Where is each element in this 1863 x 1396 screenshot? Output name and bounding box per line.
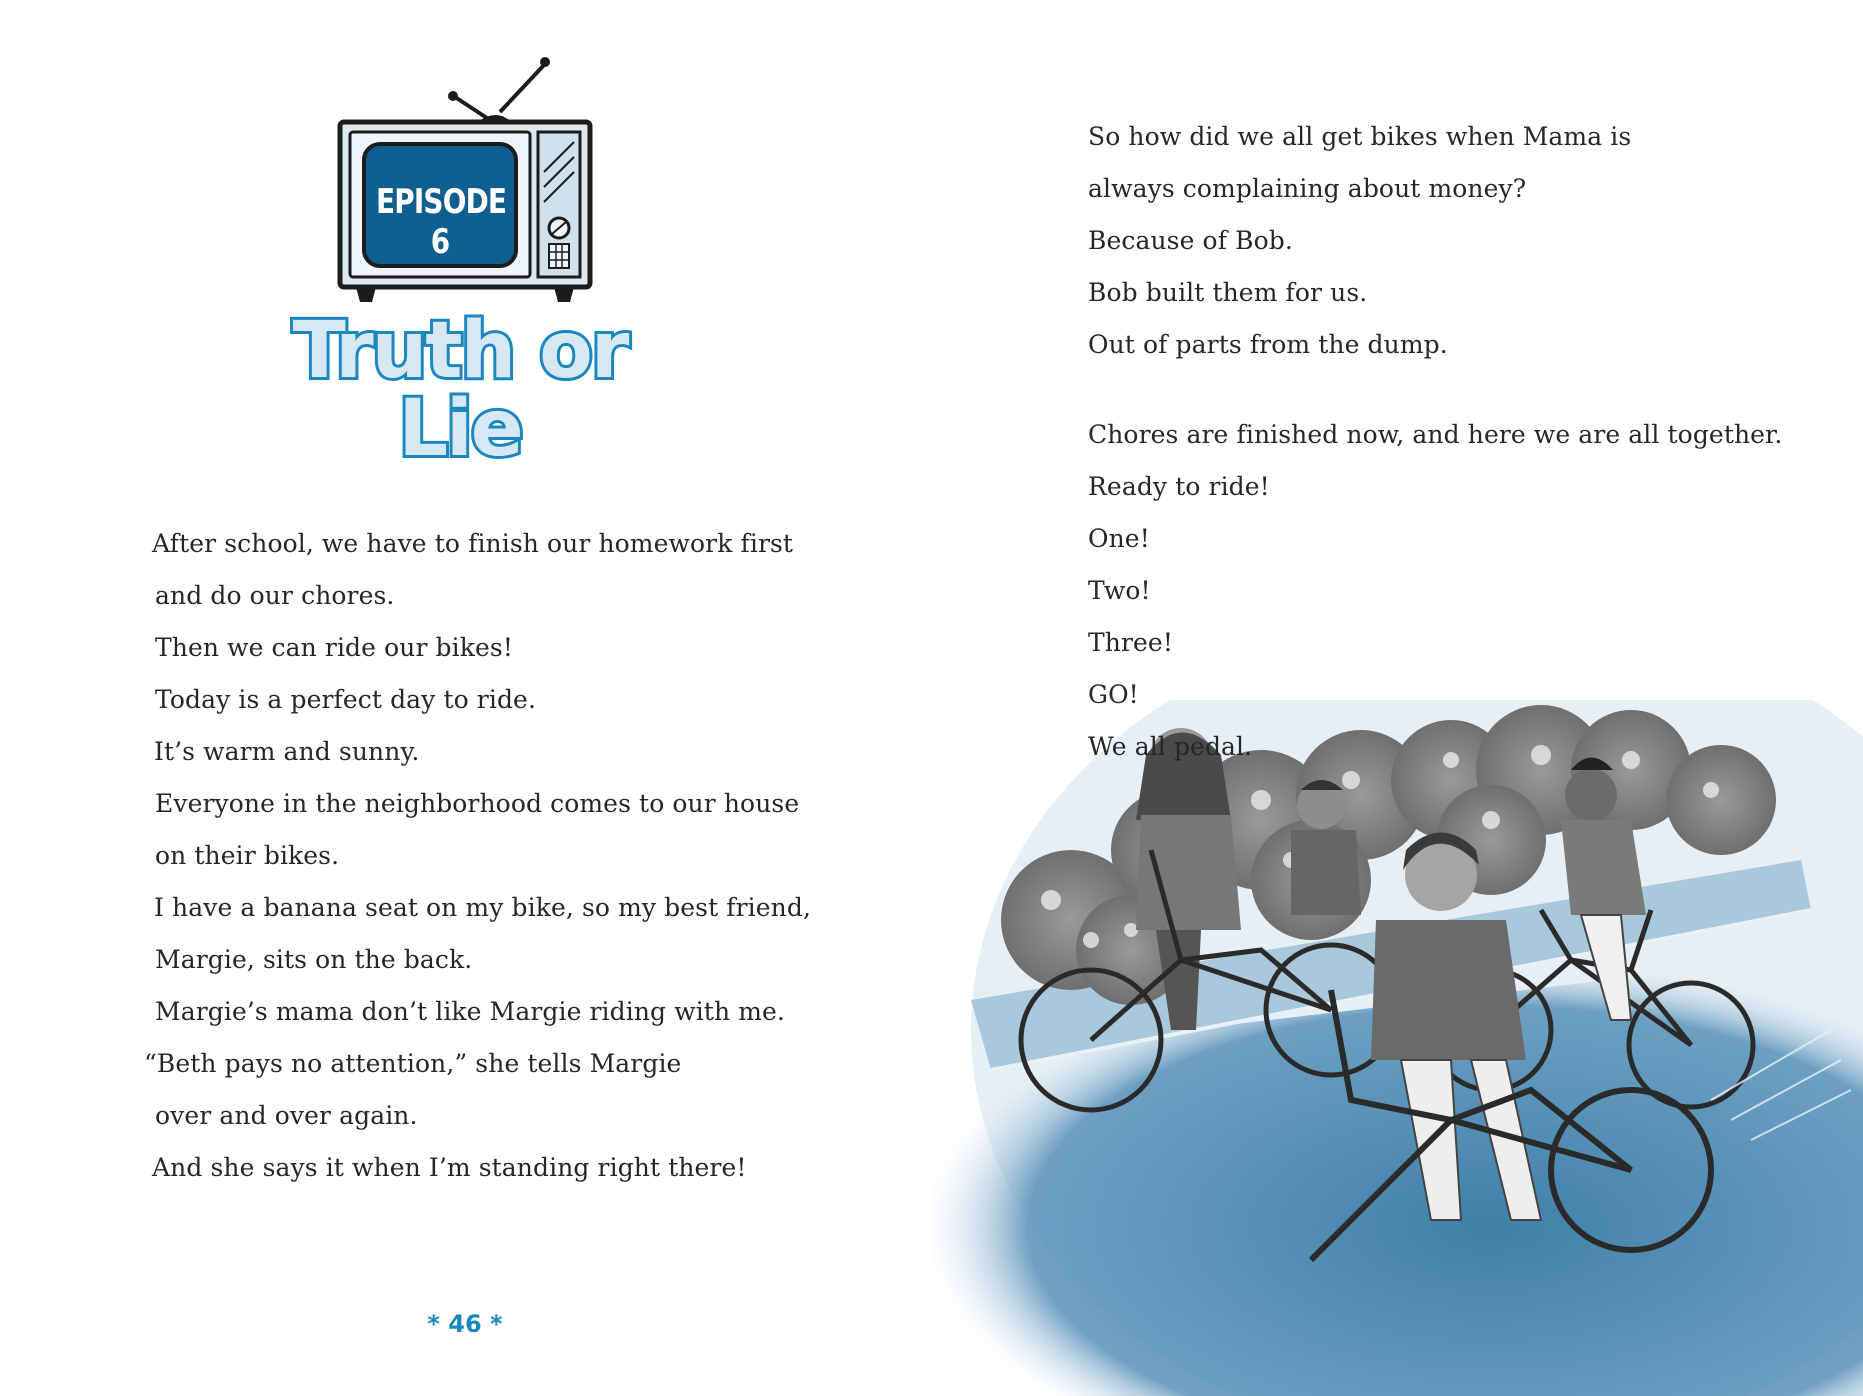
episode-label: EPISODE 6	[376, 182, 507, 262]
text-line: Margie’s mama don’t like Margie riding with me.	[155, 997, 785, 1026]
text-line: Bob built them for us.	[1088, 278, 1368, 307]
kids-riding-bikes-illustration	[931, 700, 1863, 1396]
text-line: It’s warm and sunny.	[154, 737, 420, 766]
text-line: So how did we all get bikes when Mama is	[1088, 122, 1632, 151]
text-line: and do our chores.	[155, 581, 395, 610]
text-line: Because of Bob.	[1088, 226, 1293, 255]
text-line: After school, we have to finish our homework first	[152, 529, 794, 558]
text-line: And she says it when I’m standing right there!	[152, 1153, 747, 1182]
text-line: We all pedal.	[1088, 732, 1253, 761]
text-line: Everyone in the neighborhood comes to our house	[155, 789, 800, 818]
text-line: on their bikes.	[155, 841, 340, 870]
text-line: GO!	[1088, 680, 1139, 709]
left-page	[0, 0, 931, 1396]
text-line: Today is a perfect day to ride.	[155, 685, 536, 714]
episode-tv-icon	[330, 52, 600, 307]
retro-television-icon	[330, 52, 600, 307]
text-line: Then we can ride our bikes!	[155, 633, 513, 662]
page-number: * 46 *	[427, 1310, 503, 1338]
right-page	[931, 0, 1863, 1396]
text-line: Ready to ride!	[1088, 472, 1270, 501]
text-line: Chores are finished now, and here we are all together.	[1088, 420, 1783, 449]
text-line: Three!	[1088, 628, 1173, 657]
text-line: Two!	[1088, 576, 1151, 605]
chapter-title: Truth or Lie	[292, 306, 628, 474]
text-line: over and over again.	[155, 1101, 418, 1130]
text-line: always complaining about money?	[1088, 174, 1527, 203]
text-line: “Beth pays no attention,” she tells Margie	[144, 1049, 682, 1078]
text-line: Out of parts from the dump.	[1088, 330, 1448, 359]
text-line: One!	[1088, 524, 1150, 553]
text-line: I have a banana seat on my bike, so my best friend,	[154, 893, 812, 922]
text-line: Margie, sits on the back.	[155, 945, 473, 974]
